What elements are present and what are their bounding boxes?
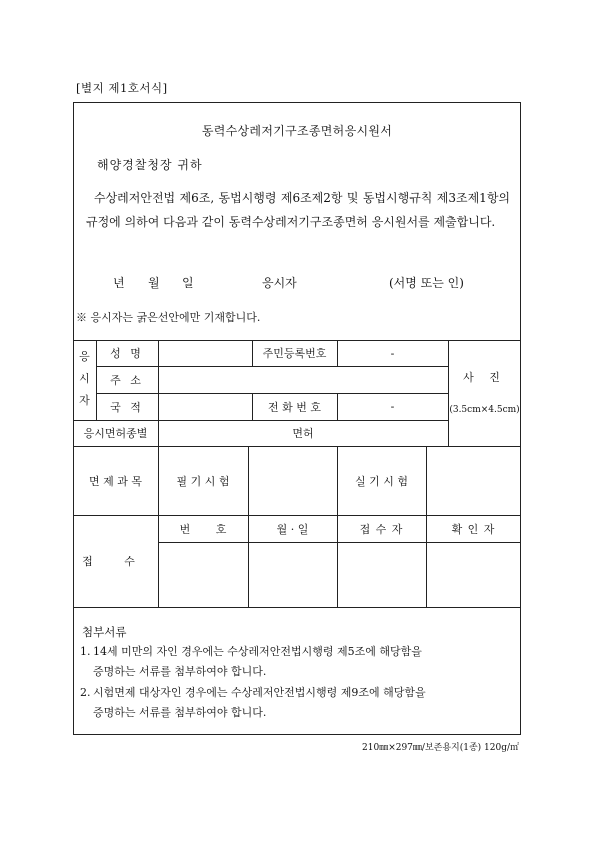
form-title: 동력수상레저기구조종면허응시원서 bbox=[201, 124, 393, 138]
date-day-label: 일 bbox=[182, 276, 194, 290]
practical-exam-label: 실 기 시 험 bbox=[355, 474, 408, 488]
practical-exam-field[interactable] bbox=[427, 447, 520, 514]
bold-line-note: ※ 응시자는 굵은선안에만 기재합니다. bbox=[76, 311, 261, 324]
resident-number-field[interactable]: - bbox=[390, 346, 395, 360]
photo-label: 사 진 bbox=[463, 371, 506, 384]
attachments-title: 첨부서류 bbox=[82, 625, 127, 639]
phone-field[interactable]: - bbox=[390, 400, 395, 413]
photo-size-label: (3.5cm×4.5cm) bbox=[449, 405, 520, 415]
receipt-label: 접 수 bbox=[82, 555, 149, 568]
phone-label: 전 화 번 호 bbox=[268, 400, 321, 414]
confirmer-header: 확 인 자 bbox=[451, 522, 496, 536]
table-line bbox=[73, 607, 521, 608]
table-line bbox=[448, 340, 449, 446]
receipt-date-header: 월 · 일 bbox=[276, 522, 309, 536]
table-line bbox=[158, 542, 521, 543]
resident-number-label: 주민등록번호 bbox=[262, 347, 327, 360]
exempt-subject-label: 면 제 과 목 bbox=[89, 474, 142, 488]
receiver-header: 접 수 자 bbox=[359, 522, 404, 536]
name-field[interactable] bbox=[159, 341, 251, 365]
license-type-label: 응시면허종별 bbox=[83, 427, 148, 440]
form-number-label: [별지 제1호서식] bbox=[76, 81, 168, 95]
license-type-field[interactable]: 면허 bbox=[292, 427, 314, 440]
application-statement: 수상레저안전법 제6조, 동법시행령 제6조제2항 및 동법시행규칙 제3조제1항의 규정에 의하여 다음과 같이 동력수상레저기구조종면허 응시원서를 제출합니다. bbox=[86, 191, 510, 229]
addressee: 해양경찰청장 귀하 bbox=[97, 158, 203, 172]
date-month-label: 월 bbox=[148, 276, 160, 290]
nationality-label: 국 적 bbox=[110, 400, 144, 414]
attachment-item: 2. 시험면제 대상자인 경우에는 수상레저안전법시행령 제9조에 해당함을 증명하는 서류를 첨부하여야 합니다. bbox=[80, 686, 426, 719]
signature-label: (서명 또는 인) bbox=[389, 276, 464, 290]
applicant-side-label: 자 bbox=[79, 394, 90, 407]
date-year-label: 년 bbox=[113, 276, 125, 290]
paper-spec-footer: 210㎜×297㎜/보존용지(1종) 120g/㎡ bbox=[362, 743, 519, 753]
name-label: 성 명 bbox=[110, 347, 144, 360]
address-field[interactable] bbox=[159, 367, 447, 392]
attachment-item: 1. 14세 미만의 자인 경우에는 수상레저안전법시행령 제5조에 해당함을 증명하는 서류를 첨부하여야 합니다. bbox=[80, 645, 422, 678]
nationality-field[interactable] bbox=[159, 394, 251, 419]
receipt-number-header: 번 호 bbox=[179, 522, 227, 536]
address-label: 주 소 bbox=[110, 373, 144, 387]
applicant-side-label: 응 bbox=[79, 350, 90, 363]
written-exam-label: 필 기 시 험 bbox=[176, 474, 230, 488]
applicant-side-label: 시 bbox=[79, 372, 90, 385]
written-exam-field[interactable] bbox=[249, 447, 336, 514]
applicant-label: 응시자 bbox=[262, 276, 297, 290]
